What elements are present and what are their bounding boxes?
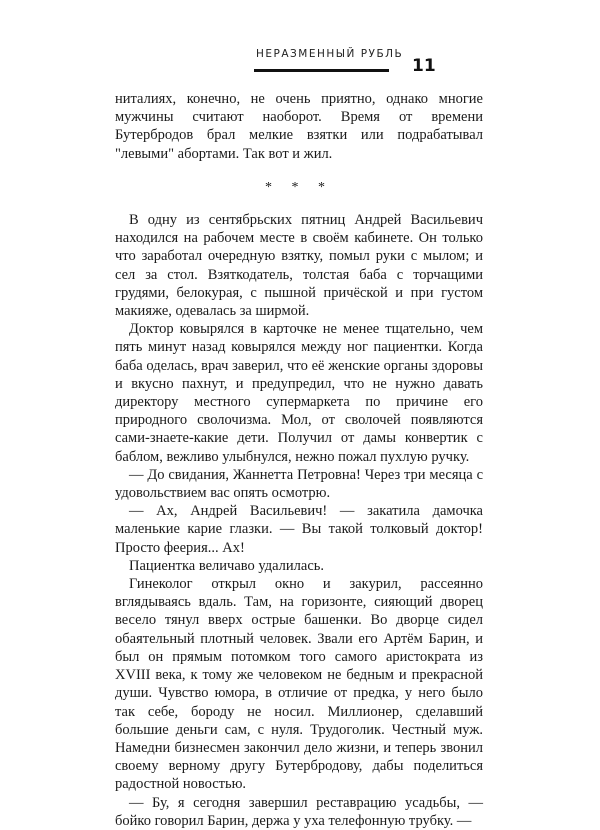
paragraph: В одну из сентябрьских пятниц Андрей Васильевич находился на рабочем месте в своём кабинете. Он только что заработал очередную взятку, помыл руки с мылом; и сел за стол. Взяткодатель, толстая баба с торчащими грудями, белокурая, с пышной причёской и при густом макияже, одевалась за ширмой.: [115, 212, 483, 320]
running-header: [254, 48, 486, 78]
paragraph: Доктор ковырялся в карточке не менее тщательно, чем пять минут назад ковырялся между ног пациентки. Когда баба оделась, врач заверил, что её женские органы здоровы и вкусно пахнут, и предупредил, что не нужно давать директору местного супермаркета по причине его природного сволочизма. Мол, от сволочей появляются сами-знаете-какие дети. Получил от дамы конвертик с баблом, вежливо улыбнулся, нежно пожал пухлую ручку.: [115, 321, 483, 465]
running-title: НЕРАЗМЕННЫЙ РУБЛЬ: [256, 48, 404, 60]
paragraph: — Ах, Андрей Васильевич! — закатила дамочка маленькие карие глазки. — Вы такой толковый доктор! Просто феерия... Ах!: [115, 503, 483, 556]
body-text: [115, 90, 483, 830]
page-number: 11: [412, 56, 436, 76]
paragraph: — Бу, я сегодня завершил реставрацию усадьбы, — бойко говорил Барин, держа у уха телефонную трубку. —: [115, 794, 483, 829]
paragraph: ниталиях, конечно, не очень приятно, однако многие мужчины считают наоборот. Время от времени Бутербродов брал мелкие взятки или подрабатывал "левыми" абортами. Так вот и жил.: [115, 91, 483, 162]
header-rule: [254, 69, 389, 72]
paragraph: Гинеколог открыл окно и закурил, рассеянно вглядываясь вдаль. Там, на горизонте, сияющий дворец весело тянул вверх острые башенки. Во дворце сидел обаятельный плотный человек. Звали его Артём Барин, и был он прямым потомком того самого аристократа из XVIII века, к тому же человеком не бедным и прекрасной души. Чувство юмора, в отличие от предка, у него было так себе, бороду не носил. Миллионер, сделавший большие деньги сам, с нуля. Трудоголик. Честный муж. Намедни бизнесмен закончил дело жизни, и теперь звонил своему верному другу Бутербродову, дабы поделиться радостной новостью.: [115, 576, 483, 793]
paragraph: — До свидания, Жаннетта Петровна! Через три месяца с удовольствием вас опять осмотрю.: [115, 466, 483, 502]
section-separator: * * *: [265, 179, 333, 195]
paragraph: Пациентка величаво удалилась.: [129, 557, 325, 574]
